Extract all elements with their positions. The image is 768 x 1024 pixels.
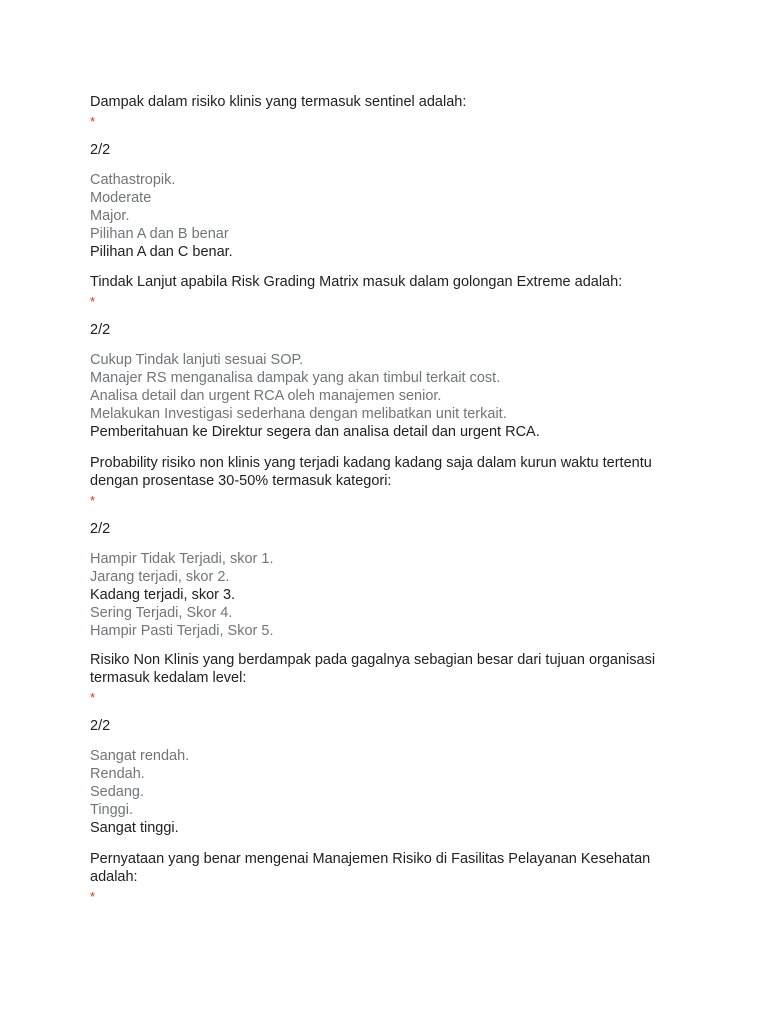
- option-list: [90, 171, 690, 261]
- option: Cathastropik.: [90, 172, 176, 188]
- option: Rendah.: [90, 766, 145, 782]
- question-5: [90, 850, 690, 904]
- quiz-document: [90, 0, 690, 1024]
- required-asterisk: *: [90, 114, 96, 129]
- required-asterisk: *: [90, 294, 96, 309]
- question-text: Pernyataan yang benar mengenai Manajemen Risiko di Fasilitas Pelayanan Kesehatan adalah:: [90, 851, 651, 885]
- option: Pilihan A dan B benar: [90, 226, 229, 242]
- required-asterisk: *: [90, 889, 96, 904]
- question-text: Risiko Non Klinis yang berdampak pada gagalnya sebagian besar dari tujuan organisasi termasuk kedalam level:: [90, 652, 656, 686]
- option: Manajer RS menganalisa dampak yang akan timbul terkait cost.: [90, 370, 501, 386]
- option: Analisa detail dan urgent RCA oleh manajemen senior.: [90, 388, 442, 404]
- required-asterisk: *: [90, 690, 96, 705]
- option: Sangat rendah.: [90, 748, 190, 764]
- question-text: Tindak Lanjut apabila Risk Grading Matrix masuk dalam golongan Extreme adalah:: [90, 274, 623, 290]
- required-asterisk: *: [90, 493, 96, 508]
- option-list: [90, 747, 690, 837]
- question-score: 2/2: [90, 718, 111, 734]
- option: Moderate: [90, 190, 152, 206]
- option-selected: Pemberitahuan ke Direktur segera dan analisa detail dan urgent RCA.: [90, 424, 540, 440]
- option-selected: Sangat tinggi.: [90, 820, 179, 836]
- option: Hampir Pasti Terjadi, Skor 5.: [90, 623, 274, 639]
- option-selected: Kadang terjadi, skor 3.: [90, 587, 236, 603]
- question-2: [90, 273, 690, 441]
- question-3: [90, 454, 690, 640]
- option: Tinggi.: [90, 802, 133, 818]
- option: Major.: [90, 208, 130, 224]
- option-selected: Pilihan A dan C benar.: [90, 244, 233, 260]
- question-score: 2/2: [90, 521, 111, 537]
- option: Jarang terjadi, skor 2.: [90, 569, 230, 585]
- option-list: [90, 351, 690, 441]
- question-score: 2/2: [90, 142, 111, 158]
- question-text: Probability risiko non klinis yang terjadi kadang kadang saja dalam kurun waktu tertentu dengan prosentase 30-50% termasuk kategori:: [90, 455, 652, 489]
- option: Cukup Tindak lanjuti sesuai SOP.: [90, 352, 304, 368]
- option-list: [90, 550, 690, 640]
- option: Sering Terjadi, Skor 4.: [90, 605, 233, 621]
- option: Melakukan Investigasi sederhana dengan melibatkan unit terkait.: [90, 406, 507, 422]
- question-1: [90, 93, 690, 261]
- question-score: 2/2: [90, 322, 111, 338]
- question-text: Dampak dalam risiko klinis yang termasuk sentinel adalah:: [90, 94, 467, 110]
- option: Hampir Tidak Terjadi, skor 1.: [90, 551, 274, 567]
- question-4: [90, 651, 690, 837]
- option: Sedang.: [90, 784, 145, 800]
